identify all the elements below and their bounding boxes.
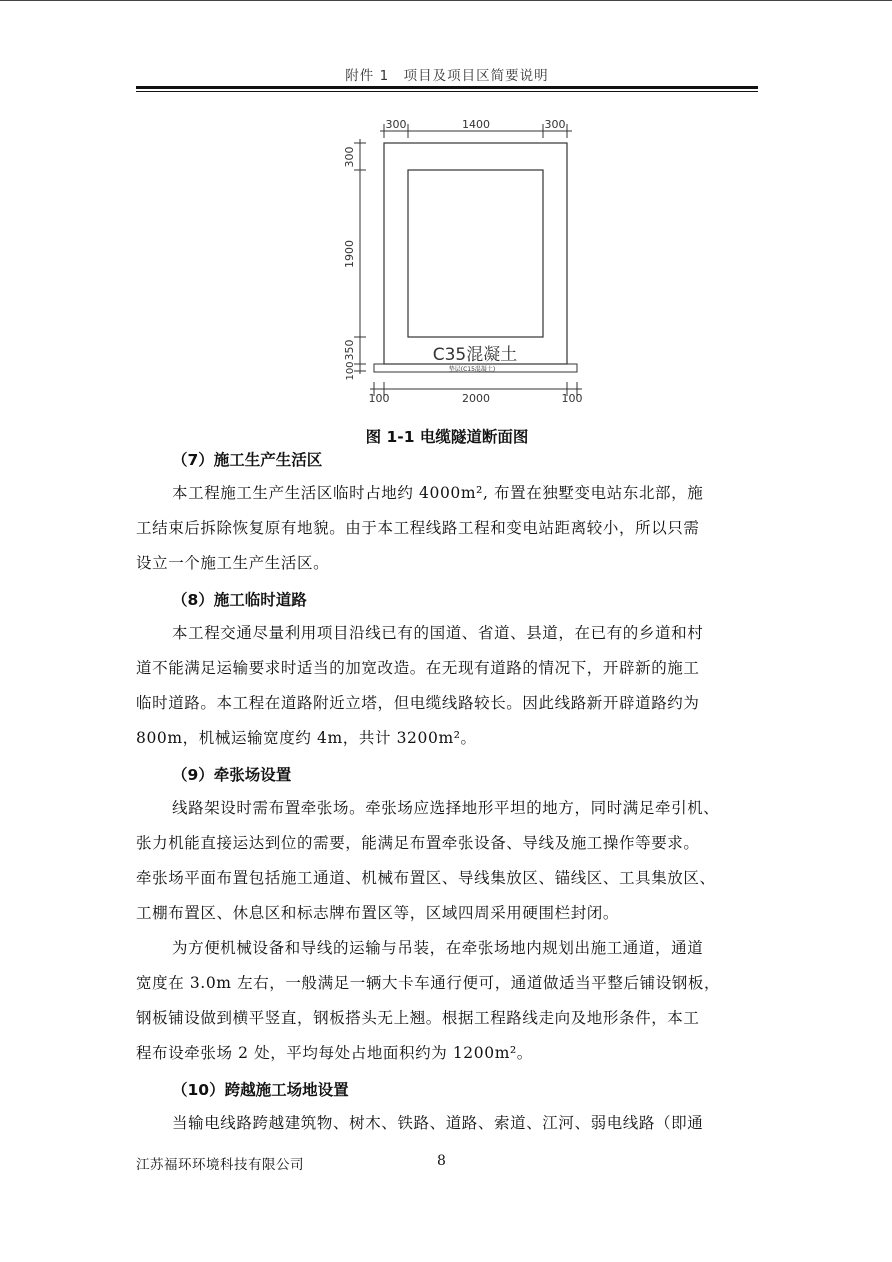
text-line: 本工程交通尽量利用项目沿线已有的国道、省道、县道，在已有的乡道和村: [172, 624, 704, 642]
figure-caption: 图 1-1 电缆隧道断面图: [365, 428, 529, 446]
text-line: 工结束后拆除恢复原有地貌。由于本工程线路工程和变电站距离较小，所以只需: [136, 519, 700, 537]
heading-section-9: （9）牵张场设置: [172, 766, 292, 784]
text-line: 本工程施工生产生活区临时占地约 4000m², 布置在独墅变电站东北部，施: [172, 484, 704, 502]
header-rule-thin: [136, 91, 758, 92]
dim-left-2: 1900: [343, 240, 356, 268]
tunnel-outer-wall: [384, 143, 567, 364]
paragraph-8-1: [136, 616, 758, 756]
dim-top-3: 300: [544, 118, 566, 131]
tunnel-section-svg: [320, 112, 590, 412]
page-top-edge: [0, 0, 892, 1]
base-label: 垫层(C15混凝土): [448, 366, 496, 373]
text-line: 牵张场平面布置包括施工通道、机械布置区、导线集放区、锚线区、工具集放区、: [136, 869, 716, 887]
dim-top-1: 300: [385, 118, 407, 131]
footer-company: 江苏福环环境科技有限公司: [136, 1157, 304, 1173]
heading-section-7: （7）施工生产生活区: [172, 451, 323, 469]
text-line: 宽度在 3.0m 左右，一般满足一辆大卡车通行便可，通道做适当平整后铺设钢板，: [136, 974, 721, 992]
text-line: 800m，机械运输宽度约 4m，共计 3200m²。: [136, 729, 477, 747]
dim-left-4: 100: [345, 361, 356, 381]
paragraph-10-1: [136, 1106, 758, 1141]
text-line: 张力机能直接运达到位的需要，能满足布置牵张设备、导线及施工操作等要求。: [136, 834, 700, 852]
dim-left-1: 300: [343, 146, 356, 168]
heading-section-10: （10）跨越施工场地设置: [172, 1081, 349, 1099]
text-line: 工棚布置区、休息区和标志牌布置区等，区域四周采用硬围栏封闭。: [136, 904, 620, 922]
page-number: 8: [437, 1153, 446, 1169]
dim-left-3: 350: [343, 339, 356, 361]
heading-section-8: （8）施工临时道路: [172, 591, 307, 609]
dim-bottom-2: 2000: [462, 392, 490, 405]
text-line: 钢板铺设做到横平竖直，钢板搭头无上翘。根据工程路线走向及地形条件，本工: [136, 1009, 700, 1027]
header-rule-thick: [136, 86, 758, 89]
dim-top-2: 1400: [462, 118, 490, 131]
text-line: 设立一个施工生产生活区。: [136, 554, 330, 572]
paragraph-7-1: [136, 476, 758, 581]
text-line: 当输电线路跨越建筑物、树木、铁路、道路、索道、江河、弱电线路（即通: [172, 1114, 704, 1132]
text-line: 临时道路。本工程在道路附近立塔，但电缆线路较长。因此线路新开辟道路约为: [136, 694, 700, 712]
tunnel-inner-opening: [408, 170, 543, 337]
paragraph-9-2: [136, 931, 758, 1071]
running-header: 附件 1 项目及项目区简要说明: [345, 68, 549, 84]
text-line: 为方便机械设备和导线的运输与吊装，在牵张场地内规划出施工通道，通道: [172, 939, 704, 957]
text-line: 道不能满足运输要求时适当的加宽改造。在无现有道路的情况下，开辟新的施工: [136, 659, 700, 677]
paragraph-9-1: [136, 791, 758, 931]
dim-bottom-3: 100: [561, 392, 583, 405]
material-label: C35混凝土: [432, 345, 518, 365]
dim-bottom-1: 100: [368, 392, 390, 405]
text-line: 线路架设时需布置牵张场。牵张场应选择地形平坦的地方，同时满足牵引机、: [172, 799, 720, 817]
tunnel-section-drawing: [320, 112, 590, 412]
text-line: 程布设牵张场 2 处，平均每处占地面积约为 1200m²。: [136, 1044, 533, 1062]
